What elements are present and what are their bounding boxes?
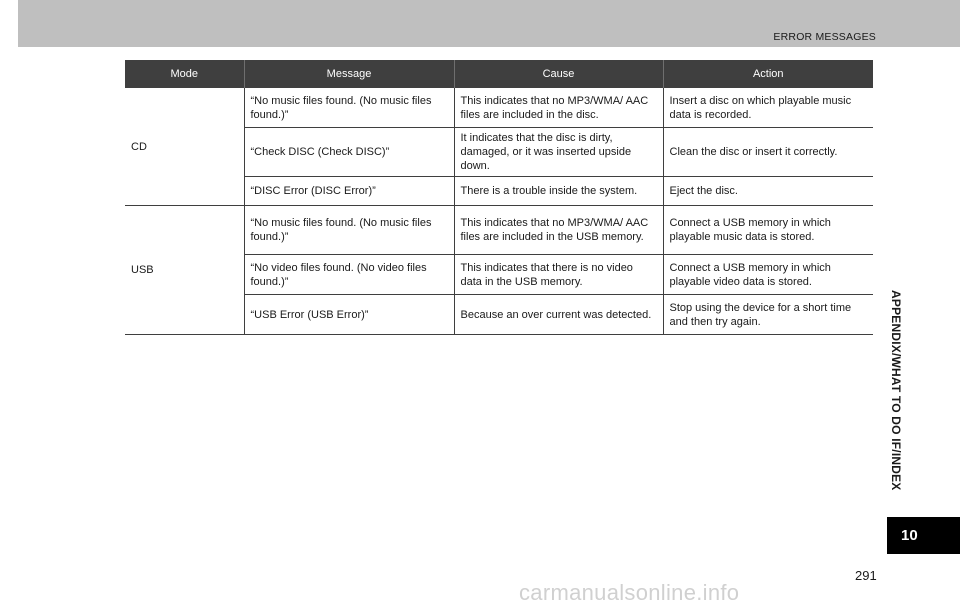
error-messages-table [125,60,873,335]
message-cell: “No video files found. (No video files found.)” [244,255,454,295]
table-row [125,206,873,255]
action-cell: Connect a USB memory in which playable video data is stored. [663,255,873,295]
mode-cell-cd: CD [125,88,244,206]
page-number: 291 [855,568,877,583]
action-cell: Insert a disc on which playable music data is recorded. [663,88,873,128]
column-header-message: Message [244,60,454,88]
message-cell: “No music files found. (No music files found.)” [244,88,454,128]
table-header-row [125,60,873,88]
action-cell: Connect a USB memory in which playable music data is stored. [663,206,873,255]
cause-cell: This indicates that no MP3/WMA/ AAC files are included in the USB memory. [454,206,663,255]
table-row [125,88,873,128]
cause-cell: This indicates that there is no video data in the USB memory. [454,255,663,295]
message-cell: “DISC Error (DISC Error)” [244,177,454,206]
action-cell: Clean the disc or insert it correctly. [663,128,873,177]
message-cell: “Check DISC (Check DISC)” [244,128,454,177]
chapter-number: 10 [901,527,918,544]
watermark-text: carmanualsonline.info [519,580,740,605]
column-header-mode: Mode [125,60,244,88]
mode-cell-usb: USB [125,206,244,335]
action-cell: Stop using the device for a short time and then try again. [663,295,873,335]
message-cell: “No music files found. (No music files found.)” [244,206,454,255]
message-cell: “USB Error (USB Error)” [244,295,454,335]
column-header-cause: Cause [454,60,663,88]
cause-cell: There is a trouble inside the system. [454,177,663,206]
chapter-side-label: APPENDIX/WHAT TO DO IF/INDEX [889,290,903,491]
cause-cell: Because an over current was detected. [454,295,663,335]
cause-cell: This indicates that no MP3/WMA/ AAC files are included in the disc. [454,88,663,128]
cause-cell: It indicates that the disc is dirty, damaged, or it was inserted upside down. [454,128,663,177]
chapter-tab [887,517,960,554]
column-header-action: Action [663,60,873,88]
section-title: ERROR MESSAGES [773,31,876,43]
action-cell: Eject the disc. [663,177,873,206]
